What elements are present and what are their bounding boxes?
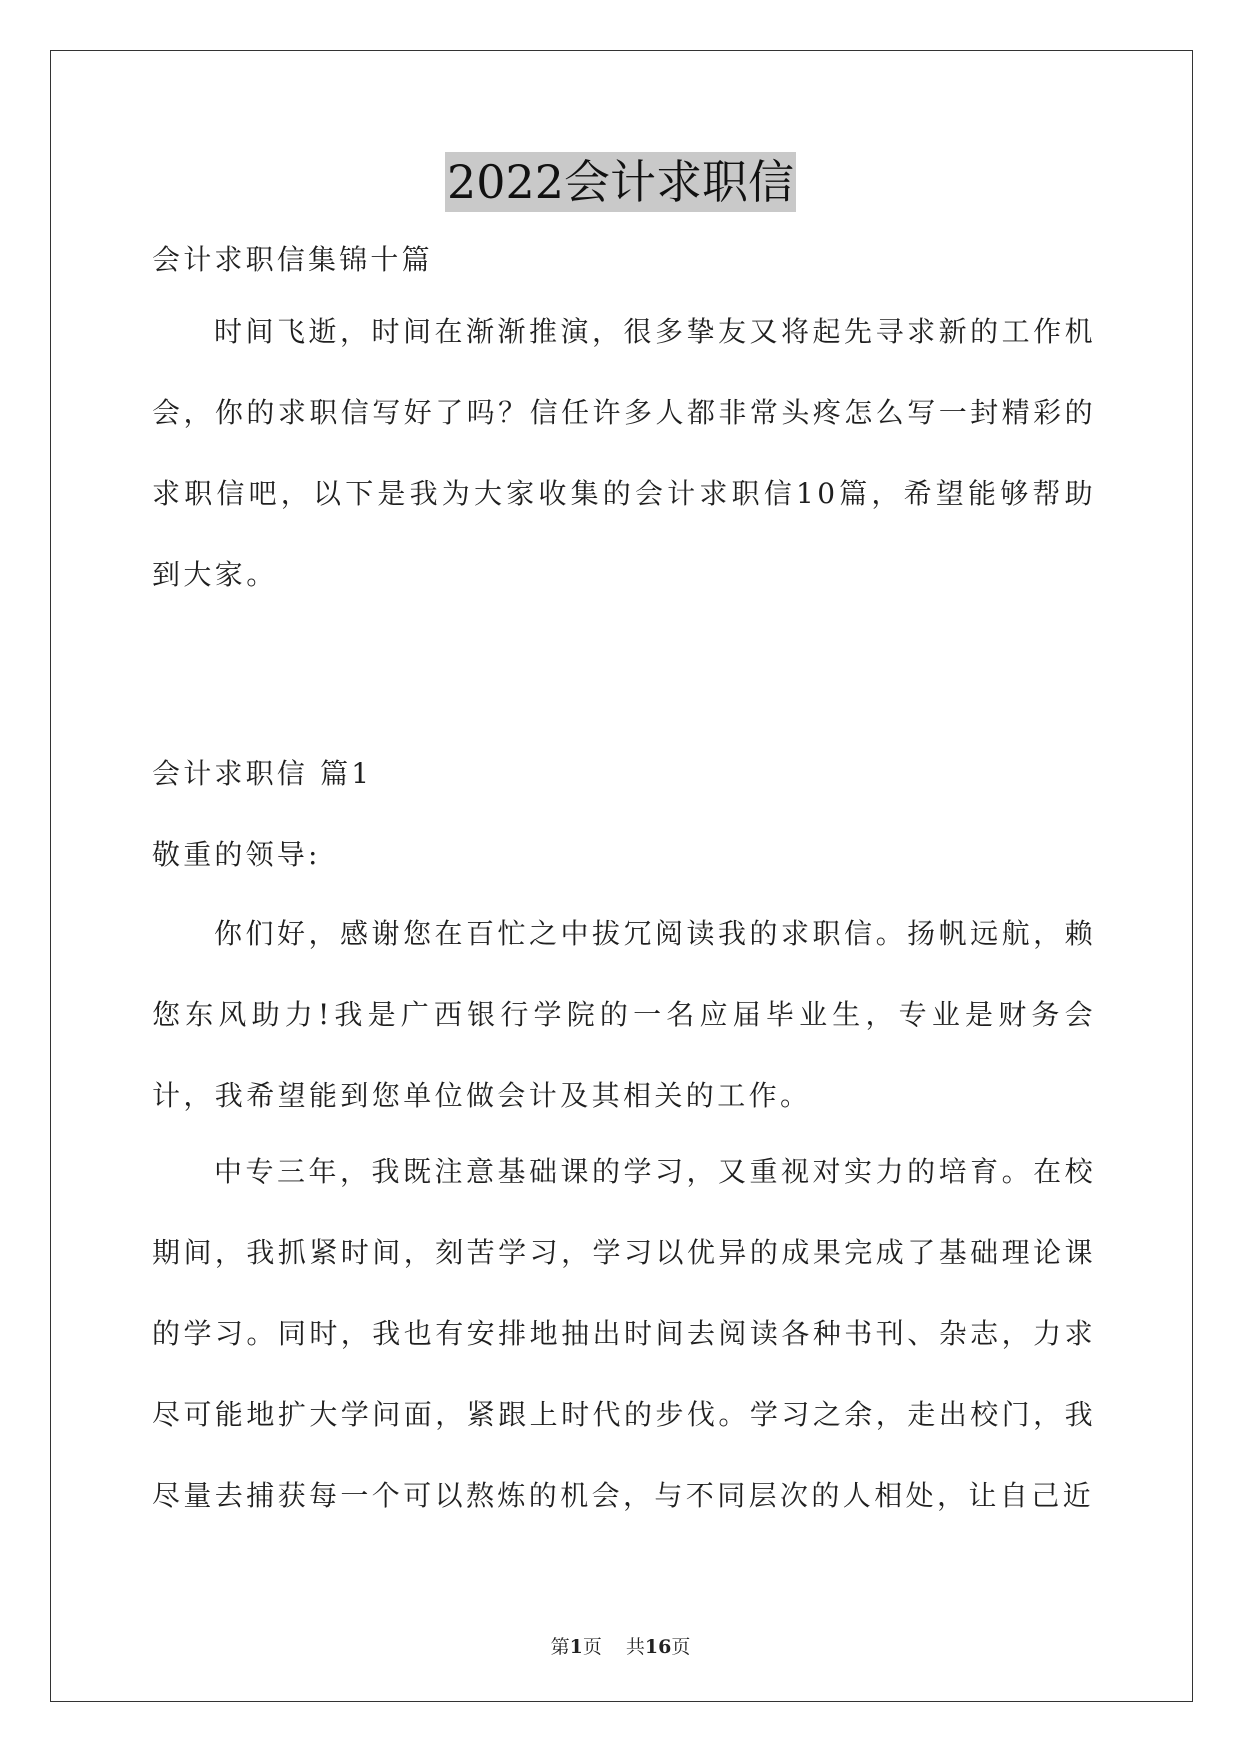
body-paragraph-2: 中专三年，我既注意基础课的学习，又重视对实力的培育。在校期间，我抓紧时间，刻苦学习，学习以优异的成果完成了基础理论课的学习。同时，我也有安排地抽出时间去阅读各种书刊、杂志，力求尽可能地扩大学问面，紧跟上时代的步伐。学习之余，走出校门，我尽量去捕获每一个可以熬炼的机会，与不同层次的人相处，让自己近 (152, 1155, 1096, 1512)
footer-page-total: 16 (644, 1636, 672, 1658)
intro-paragraph: 时间飞逝，时间在渐渐推演，很多挚友又将起先寻求新的工作机会，你的求职信写好了吗？信任许多人都非常头疼怎么写一封精彩的求职信吧，以下是我为大家收集的会计求职信10篇，希望能够帮助到大家。 (152, 315, 1096, 591)
footer-total-suffix: 页 (671, 1636, 691, 1658)
body-paragraph-1: 你们好，感谢您在百忙之中拔冗阅读我的求职信。扬帆远航，赖您东风助力!我是广西银行学院的一名应届毕业生，专业是财务会计，我希望能到您单位做会计及其相关的工作。 (152, 917, 1096, 1112)
footer-page-current: 1 (569, 1636, 583, 1658)
document-title: 2022会计求职信 (445, 152, 796, 212)
section-heading: 会计求职信 篇1 (152, 757, 373, 790)
footer-total-prefix: 共 (625, 1636, 645, 1658)
title-container (0, 152, 1241, 212)
footer-page-mid: 页 (582, 1636, 602, 1658)
page-footer (0, 1632, 1241, 1659)
footer-page-prefix: 第 (550, 1636, 570, 1658)
document-subtitle: 会计求职信集锦十篇 (152, 243, 433, 276)
salutation: 敬重的领导: (152, 838, 321, 871)
